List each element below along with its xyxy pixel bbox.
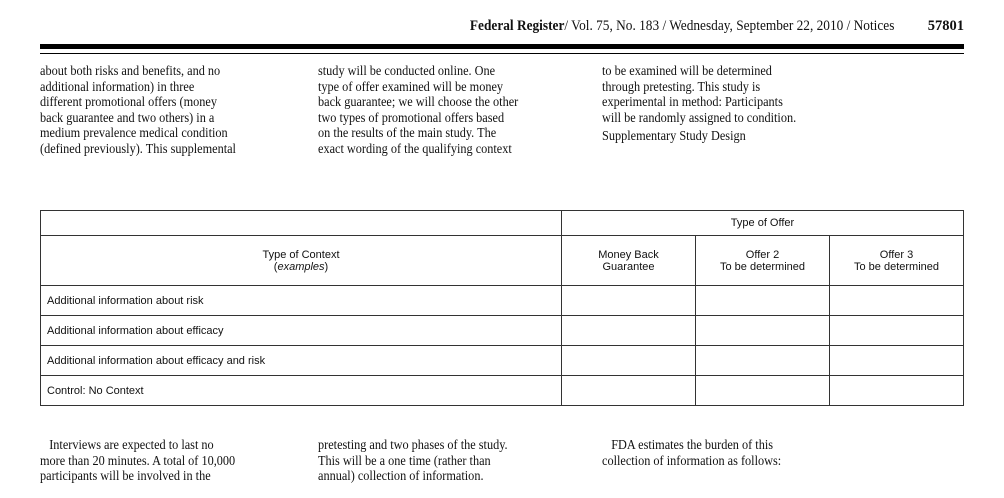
text-line: different promotional offers (money <box>40 94 217 110</box>
issue-info: / Vol. 75, No. 183 / Wednesday, September 22, 2010 / Notices <box>563 18 894 34</box>
running-header <box>40 18 964 38</box>
text-column <box>318 437 588 484</box>
context-header: Type of Context (examples) <box>41 236 562 286</box>
header-rule-thick <box>40 44 964 49</box>
table-row: Additional information about risk <box>41 286 964 316</box>
text-line: back guarantee and two others) in a <box>40 109 215 125</box>
text-column <box>40 63 310 157</box>
text-line: back guarantee; we will choose the other <box>318 94 519 110</box>
text-line: to be examined will be determined <box>602 63 772 78</box>
text-line: pretesting and two phases of the study. <box>318 437 508 452</box>
table-row: Additional information about efficacy <box>41 316 964 346</box>
text-line: This will be a one time (rather than <box>318 452 491 468</box>
text-line: annual) collection of information. <box>318 468 484 484</box>
page-number: 57801 <box>927 18 964 34</box>
text-column <box>602 63 872 144</box>
col-offer-2: Offer 2 To be determined <box>696 236 830 286</box>
text-line: participants will be involved in the <box>40 468 211 484</box>
table-row: Additional information about efficacy and risk <box>41 346 964 376</box>
text-line: two types of promotional offers based <box>318 109 505 125</box>
study-design-table <box>40 210 964 406</box>
text-line: will be randomly assigned to condition. <box>602 109 797 125</box>
text-column <box>602 437 872 468</box>
col-offer-3: Offer 3 To be determined <box>830 236 964 286</box>
table-row: Control: No Context <box>41 376 964 406</box>
group-header: Type of Offer <box>562 211 964 236</box>
text-line: Interviews are expected to last no <box>40 437 214 452</box>
text-line: FDA estimates the burden of this <box>602 437 774 452</box>
text-line: more than 20 minutes. A total of 10,000 <box>40 452 236 468</box>
text-line: exact wording of the qualifying context <box>318 140 512 156</box>
blank-cell <box>41 211 562 236</box>
text-line: through pretesting. This study is <box>602 78 761 94</box>
text-line: Supplementary Study Design <box>602 128 746 144</box>
text-line: study will be conducted online. One <box>318 63 496 78</box>
text-line: about both risks and benefits, and no <box>40 63 221 78</box>
text-line: medium prevalence medical condition <box>40 125 228 141</box>
text-column <box>318 63 588 157</box>
header-rule-thin <box>40 53 964 54</box>
journal-name: Federal Register <box>469 18 564 34</box>
col-money-back: Money Back Guarantee <box>562 236 696 286</box>
text-line: (defined previously). This supplemental <box>40 140 236 156</box>
text-line: collection of information as follows: <box>602 452 782 468</box>
text-column <box>40 437 310 484</box>
text-line: type of offer examined will be money <box>318 78 504 94</box>
text-line: on the results of the main study. The <box>318 125 497 141</box>
text-line: additional information) in three <box>40 78 195 94</box>
text-line: experimental in method: Participants <box>602 94 783 110</box>
